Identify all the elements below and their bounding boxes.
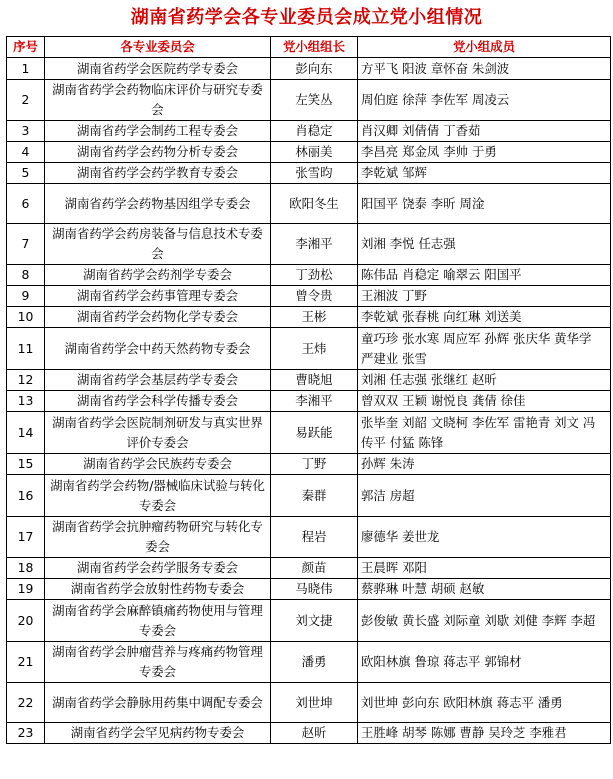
group-members: 方平飞 阳波 章怀奋 朱剑波 — [358, 58, 611, 80]
row-number: 9 — [7, 286, 45, 307]
header-members: 党小组成员 — [358, 37, 611, 58]
group-members: 刘湘 任志强 张继红 赵昕 — [358, 370, 611, 391]
committee-name: 湖南省药学会药学教育专委会 — [45, 163, 271, 184]
committee-name: 湖南省药学会医院制剂研发与真实世界评价专委会 — [45, 412, 271, 454]
group-members: 周伯庭 徐萍 李佐军 周凌云 — [358, 80, 611, 121]
row-number: 22 — [7, 683, 45, 723]
group-members: 曾双双 王颖 谢悦良 龚倩 徐佳 — [358, 391, 611, 412]
table-row — [7, 517, 611, 558]
header-no: 序号 — [7, 37, 45, 58]
table-row — [7, 454, 611, 475]
table-row — [7, 412, 611, 454]
group-members: 刘世坤 彭向东 欧阳林旗 蒋志平 潘勇 — [358, 683, 611, 723]
group-leader: 程岩 — [271, 517, 358, 558]
committee-name: 湖南省药学会静脉用药集中调配专委会 — [45, 683, 271, 723]
row-number: 15 — [7, 454, 45, 475]
table-row — [7, 224, 611, 265]
row-number: 3 — [7, 121, 45, 142]
group-members: 孙辉 朱涛 — [358, 454, 611, 475]
row-number: 13 — [7, 391, 45, 412]
table-row — [7, 265, 611, 286]
row-number: 23 — [7, 723, 45, 744]
committee-table — [6, 36, 611, 744]
table-row — [7, 475, 611, 517]
committee-name: 湖南省药学会药房装备与信息技术专委会 — [45, 224, 271, 265]
table-row — [7, 307, 611, 328]
table-row — [7, 328, 611, 370]
committee-name: 湖南省药学会药物分析专委会 — [45, 142, 271, 163]
row-number: 7 — [7, 224, 45, 265]
header-committee: 各专业委员会 — [45, 37, 271, 58]
row-number: 12 — [7, 370, 45, 391]
group-leader: 曹晓旭 — [271, 370, 358, 391]
table-row — [7, 642, 611, 683]
group-members: 郭洁 房超 — [358, 475, 611, 517]
committee-name: 湖南省药学会医院药学专委会 — [45, 58, 271, 80]
row-number: 1 — [7, 58, 45, 80]
committee-name: 湖南省药学会科学传播专委会 — [45, 391, 271, 412]
committee-name: 湖南省药学会药学服务专委会 — [45, 558, 271, 579]
group-members: 李乾斌 邹辉 — [358, 163, 611, 184]
row-number: 16 — [7, 475, 45, 517]
row-number: 2 — [7, 80, 45, 121]
group-members: 李昌亮 郑金凤 李帅 于勇 — [358, 142, 611, 163]
row-number: 8 — [7, 265, 45, 286]
row-number: 10 — [7, 307, 45, 328]
group-members: 欧阳林旗 鲁琼 蒋志平 郭锦材 — [358, 642, 611, 683]
table-row — [7, 142, 611, 163]
row-number: 4 — [7, 142, 45, 163]
table-row — [7, 391, 611, 412]
group-leader: 易跃能 — [271, 412, 358, 454]
group-leader: 李湘平 — [271, 224, 358, 265]
group-members: 蔡骅琳 叶慧 胡硕 赵敏 — [358, 579, 611, 600]
committee-name: 湖南省药学会肿瘤营养与疼痛药物管理专委会 — [45, 642, 271, 683]
row-number: 6 — [7, 184, 45, 224]
committee-name: 湖南省药学会药事管理专委会 — [45, 286, 271, 307]
committee-name: 湖南省药学会药物化学专委会 — [45, 307, 271, 328]
committee-name: 湖南省药学会抗肿瘤药物研究与转化专委会 — [45, 517, 271, 558]
group-leader: 王炜 — [271, 328, 358, 370]
group-leader: 张雪昀 — [271, 163, 358, 184]
group-members: 彭俊敏 黄长盛 刘际童 刘歇 刘健 李辉 李超 — [358, 600, 611, 642]
group-leader: 彭向东 — [271, 58, 358, 80]
group-leader: 林丽美 — [271, 142, 358, 163]
table-row — [7, 286, 611, 307]
row-number: 14 — [7, 412, 45, 454]
committee-name: 湖南省药学会基层药学专委会 — [45, 370, 271, 391]
group-leader: 丁劲松 — [271, 265, 358, 286]
table-header-row — [7, 37, 611, 58]
committee-name: 湖南省药学会药剂学专委会 — [45, 265, 271, 286]
committee-name: 湖南省药学会麻醉镇痛药物使用与管理专委会 — [45, 600, 271, 642]
committee-name: 湖南省药学会制药工程专委会 — [45, 121, 271, 142]
group-members: 李乾斌 张春桃 向红琳 刘送美 — [358, 307, 611, 328]
committee-name: 湖南省药学会药物/器械临床试验与转化专委会 — [45, 475, 271, 517]
committee-name: 湖南省药学会中药天然药物专委会 — [45, 328, 271, 370]
committee-name: 湖南省药学会放射性药物专委会 — [45, 579, 271, 600]
table-row — [7, 121, 611, 142]
committee-name: 湖南省药学会民族药专委会 — [45, 454, 271, 475]
table-row — [7, 723, 611, 744]
group-leader: 刘世坤 — [271, 683, 358, 723]
group-leader: 欧阳冬生 — [271, 184, 358, 224]
committee-name: 湖南省药学会药物基因组学专委会 — [45, 184, 271, 224]
table-row — [7, 579, 611, 600]
table-row — [7, 370, 611, 391]
table-row — [7, 600, 611, 642]
group-leader: 赵昕 — [271, 723, 358, 744]
group-leader: 秦群 — [271, 475, 358, 517]
group-members: 阳国平 饶泰 李昕 周淦 — [358, 184, 611, 224]
group-members: 王晨晖 邓阳 — [358, 558, 611, 579]
committee-name: 湖南省药学会罕见病药物专委会 — [45, 723, 271, 744]
header-leader: 党小组组长 — [271, 37, 358, 58]
group-leader: 曾令贵 — [271, 286, 358, 307]
group-members: 王湘波 丁野 — [358, 286, 611, 307]
group-leader: 颜苗 — [271, 558, 358, 579]
committee-name: 湖南省药学会药物临床评价与研究专委会 — [45, 80, 271, 121]
table-row — [7, 558, 611, 579]
group-members: 童巧珍 张水寒 周应军 孙辉 张庆华 黄华学 严建业 张雪 — [358, 328, 611, 370]
group-leader: 左笑丛 — [271, 80, 358, 121]
row-number: 20 — [7, 600, 45, 642]
group-leader: 刘文捷 — [271, 600, 358, 642]
row-number: 21 — [7, 642, 45, 683]
table-row — [7, 683, 611, 723]
group-leader: 肖稳定 — [271, 121, 358, 142]
group-leader: 丁野 — [271, 454, 358, 475]
row-number: 5 — [7, 163, 45, 184]
group-leader: 潘勇 — [271, 642, 358, 683]
group-members: 肖汉卿 刘倩倩 丁香茹 — [358, 121, 611, 142]
row-number: 11 — [7, 328, 45, 370]
page-title: 湖南省药学会各专业委员会成立党小组情况 — [130, 7, 483, 28]
group-members: 王胜峰 胡琴 陈娜 曹静 吴玲芝 李雅君 — [358, 723, 611, 744]
group-leader: 王彬 — [271, 307, 358, 328]
table-row — [7, 80, 611, 121]
group-leader: 李湘平 — [271, 391, 358, 412]
group-members: 张毕奎 刘韶 文晓柯 李佐军 雷艳青 刘文 冯传平 付猛 陈锋 — [358, 412, 611, 454]
row-number: 18 — [7, 558, 45, 579]
table-row — [7, 58, 611, 80]
row-number: 17 — [7, 517, 45, 558]
table-row — [7, 163, 611, 184]
group-members: 刘湘 李悦 任志强 — [358, 224, 611, 265]
row-number: 19 — [7, 579, 45, 600]
group-members: 陈伟品 肖稳定 喻翠云 阳国平 — [358, 265, 611, 286]
group-leader: 马晓伟 — [271, 579, 358, 600]
table-row — [7, 184, 611, 224]
group-members: 廖德华 姜世龙 — [358, 517, 611, 558]
